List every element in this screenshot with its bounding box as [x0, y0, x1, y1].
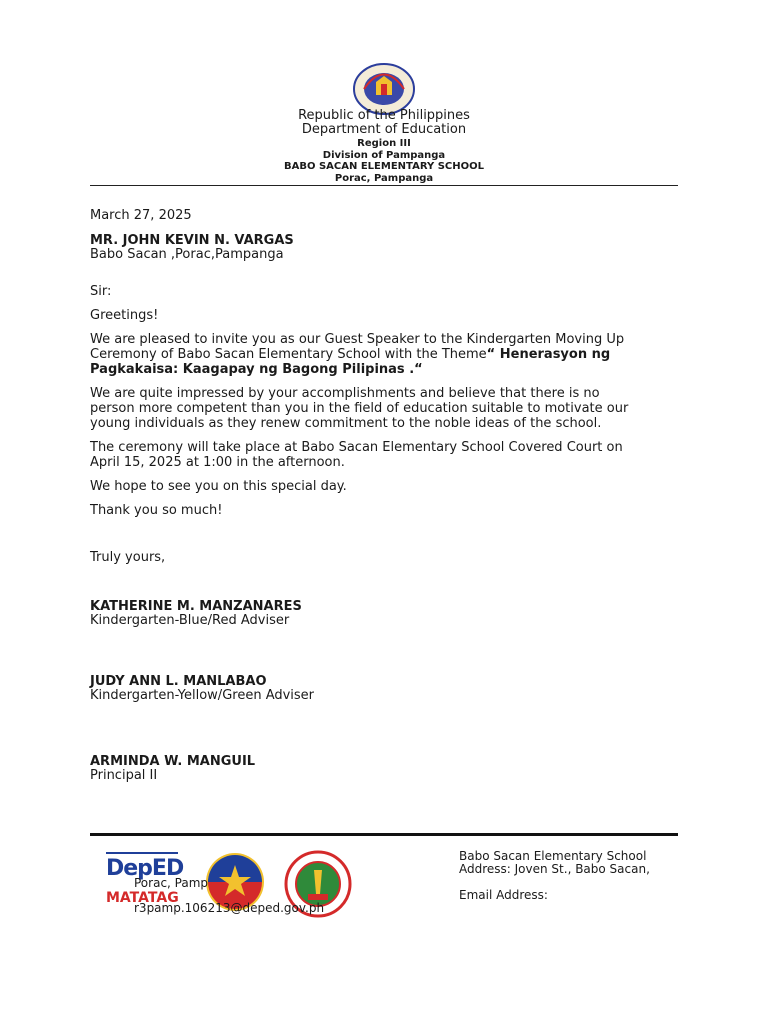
footer-email-label: Email Address: — [459, 888, 548, 902]
location-line: Porac, Pampanga — [334, 173, 434, 184]
p2-line1: We are quite impressed by your accomplishments and believe that there is no — [90, 386, 600, 401]
p1-line1: We are pleased to invite you as our Guest Speaker to the Kindergarten Moving Up — [90, 332, 625, 347]
division-line: Division of Pampanga — [322, 150, 446, 161]
footer-address: Address: Joven St., Babo Sacan, — [459, 862, 650, 876]
paragraph-hope: We hope to see you on this special day. — [90, 479, 347, 494]
footer-school-name: Babo Sacan Elementary School — [459, 849, 647, 863]
p3-line2: April 15, 2025 at 1:00 in the afternoon. — [90, 455, 345, 470]
theme-start: “ Henerasyon ng — [486, 347, 611, 362]
p2-line2: person more competent than you in the field of education suitable to motivate our — [90, 401, 629, 416]
theme-end: Pagkakaisa: Kaagapay ng Bagong Pilipinas .“ — [90, 362, 423, 377]
recipient-name: MR. JOHN KEVIN N. VARGAS — [90, 233, 294, 248]
signatory-name: JUDY ANN L. MANLABAO — [90, 674, 267, 689]
letter-date: March 27, 2025 — [90, 208, 192, 223]
p1-line2: Ceremony of Babo Sacan Elementary School with the Theme“ Henerasyon ng — [90, 347, 611, 362]
overlap-text: Porac, Pamp — [134, 876, 209, 890]
matatag-wordmark: MATATAG — [106, 890, 179, 906]
closing: Truly yours, — [90, 550, 166, 565]
republic-line: Republic of the Philippines — [298, 108, 470, 123]
paragraph-schedule — [90, 440, 623, 470]
signatory-name: ARMINDA W. MANGUIL — [90, 754, 256, 769]
department-line: Department of Education — [301, 122, 467, 137]
footer-divider — [90, 833, 678, 836]
p3-line1: The ceremony will take place at Babo Sacan Elementary School Covered Court on — [90, 440, 623, 455]
p2-line3: young individuals as they renew commitment to the noble ideas of the school. — [90, 416, 602, 431]
deped-wordmark: DepED — [106, 856, 184, 881]
school-line: BABO SACAN ELEMENTARY SCHOOL — [284, 161, 484, 172]
paragraph-thanks: Thank you so much! — [90, 503, 223, 518]
region-line: Region III — [357, 138, 411, 149]
paragraph-invitation — [90, 332, 624, 377]
salutation: Sir: — [90, 284, 112, 299]
signatory-title: Kindergarten-Blue/Red Adviser — [90, 613, 290, 628]
signatory-title: Kindergarten-Yellow/Green Adviser — [90, 688, 315, 703]
header-divider — [90, 185, 678, 186]
signatory-name: KATHERINE M. MANZANARES — [90, 599, 302, 614]
email-overlap-text: r3pamp.106213@deped.gov.ph — [134, 901, 325, 915]
signatory-title: Principal II — [90, 768, 158, 783]
greeting: Greetings! — [90, 308, 159, 323]
paragraph-praise — [90, 386, 628, 431]
recipient-address: Babo Sacan ,Porac,Pampanga — [90, 247, 284, 262]
